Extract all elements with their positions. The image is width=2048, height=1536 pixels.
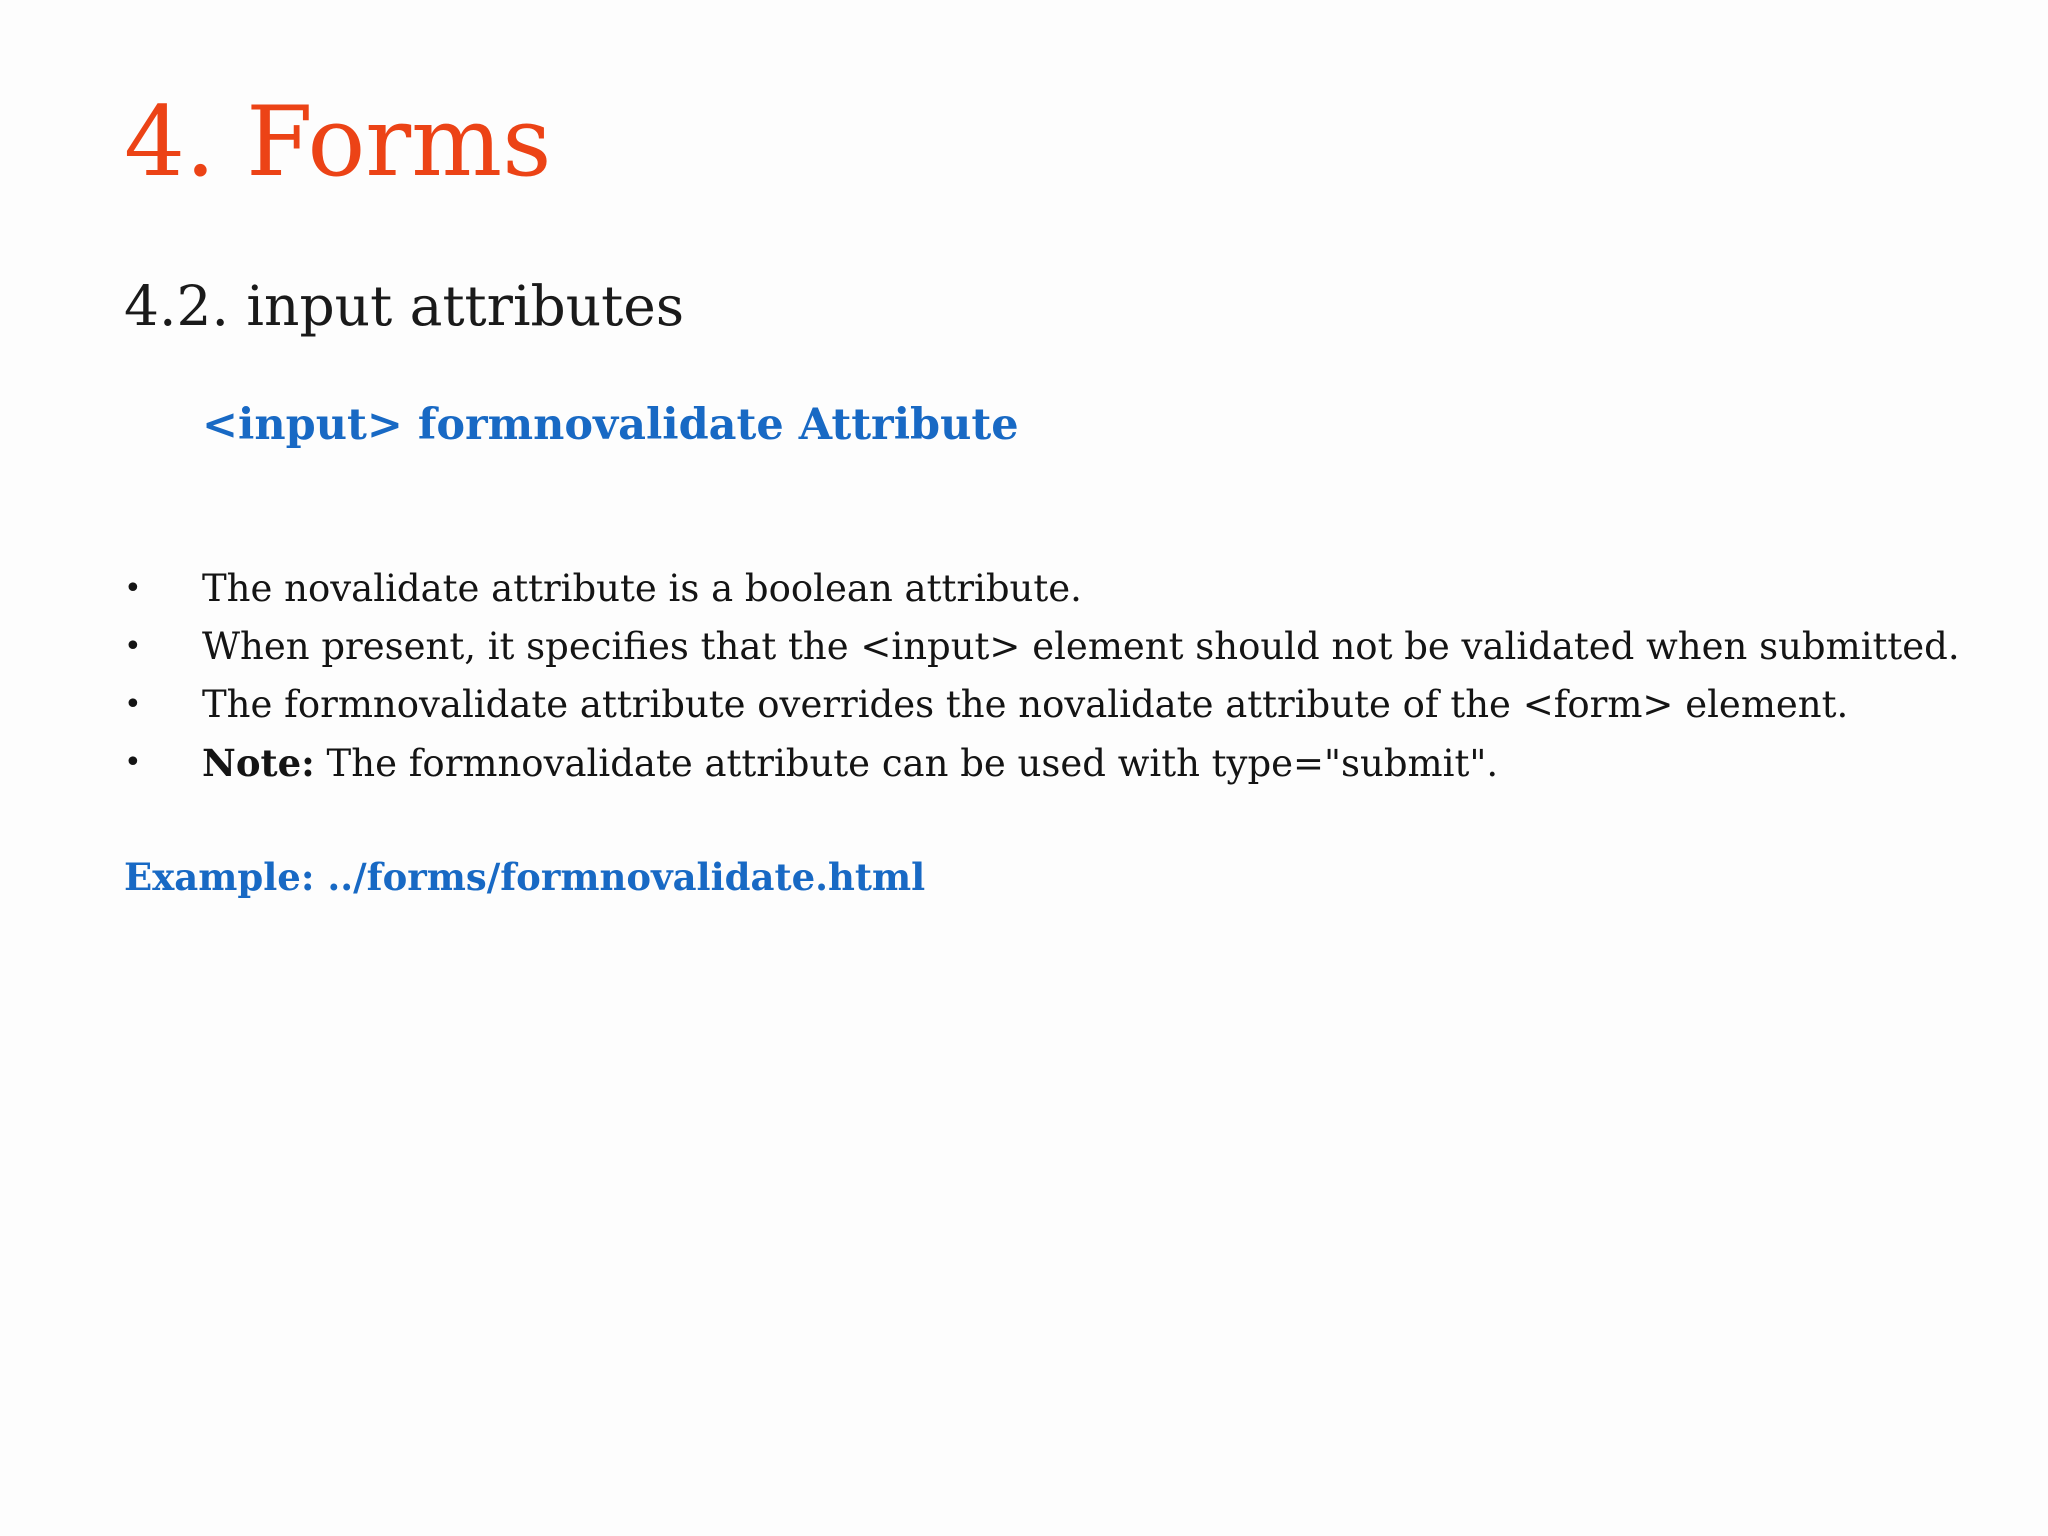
example-line (124, 846, 925, 908)
bullet-text: The novalidate attribute is a boolean attribute. (202, 567, 1082, 610)
bullet-item (124, 676, 1960, 734)
bullet-item (124, 560, 1960, 618)
bullet-item (124, 618, 1960, 676)
bullet-dot-icon: • (124, 745, 142, 780)
bullet-dot-icon: • (124, 687, 142, 722)
note-label: Note: (202, 741, 315, 785)
section-heading: <input> formnovalidate Attribute (202, 400, 1019, 450)
bullet-text: The formnovalidate attribute can be used with type="submit". (314, 742, 1499, 785)
bullet-list (124, 560, 1960, 793)
slide-title: 4. Forms (124, 86, 552, 198)
bullet-item-note (124, 734, 1960, 793)
bullet-text: The formnovalidate attribute overrides the novalidate attribute of the <form> element. (202, 683, 1849, 726)
bullet-dot-icon: • (124, 629, 142, 664)
example-label: Example: (124, 855, 328, 899)
example-link[interactable]: ../forms/formnovalidate.html (327, 855, 926, 899)
bullet-dot-icon: • (124, 571, 142, 606)
slide-subtitle: 4.2. input attributes (124, 274, 685, 338)
bullet-text: When present, it specifies that the <input> element should not be validated when submitted. (202, 625, 1960, 668)
